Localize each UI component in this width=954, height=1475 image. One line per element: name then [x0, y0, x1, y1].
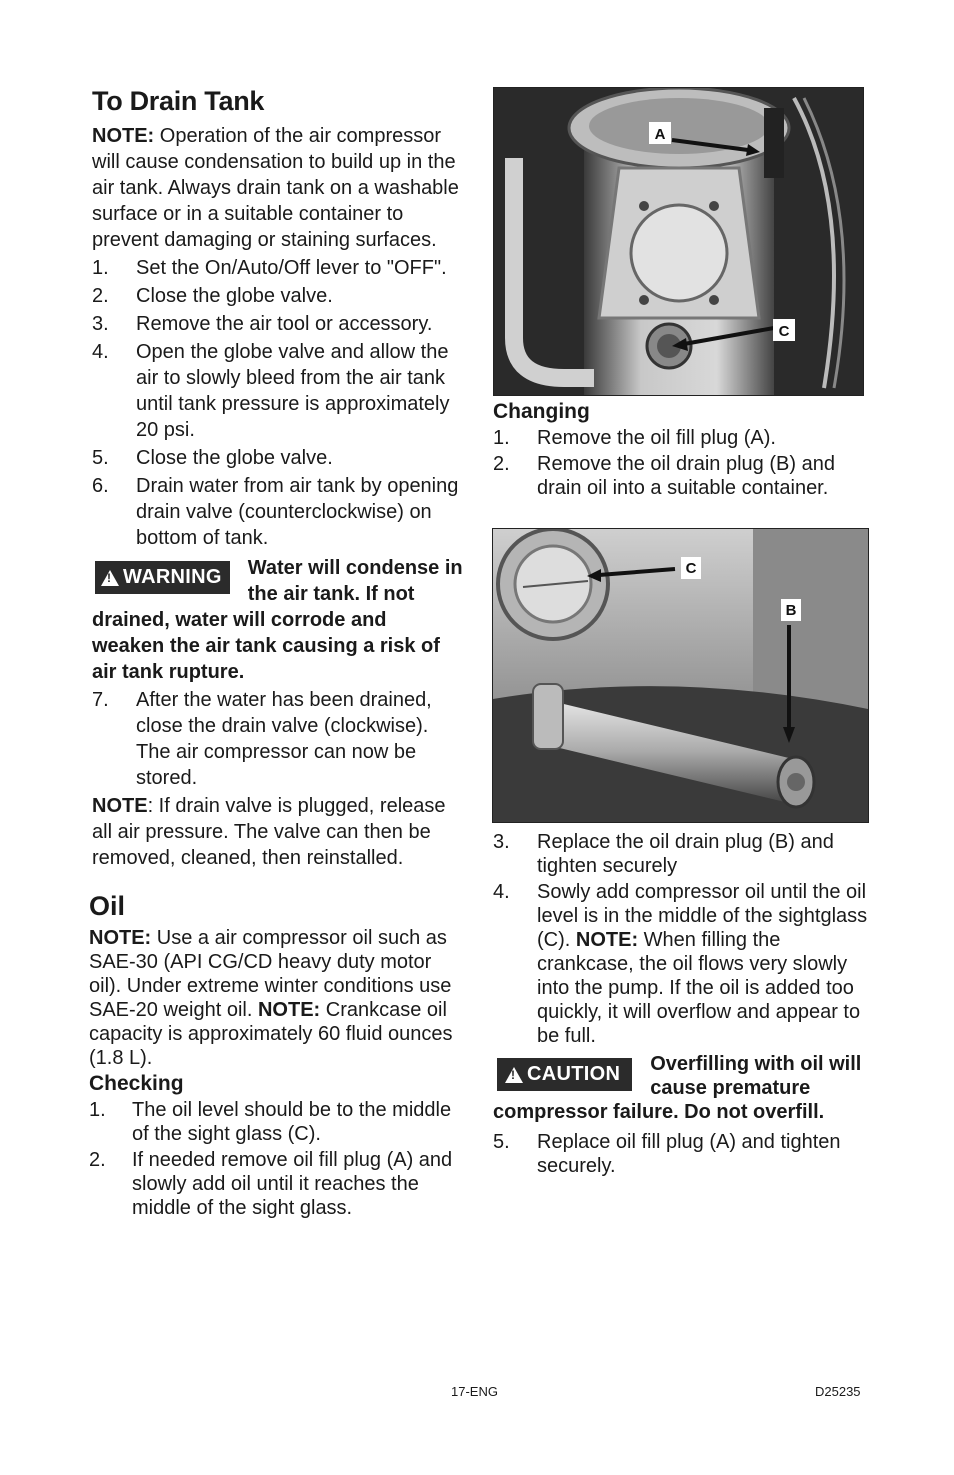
oil-heading: Oil: [89, 891, 126, 921]
label-c: C: [685, 560, 697, 577]
right-column: [493, 400, 873, 502]
changing-step5-list: [493, 1130, 873, 1178]
list-item: 2. Close the globe valve.: [92, 285, 333, 307]
drain-tank-heading: To Drain Tank: [92, 86, 265, 116]
checking-heading: Checking: [89, 1072, 184, 1095]
list-item: 7. After the water has been drained, close the drain valve (clockwise). The air compressor can now be stored.: [92, 689, 432, 789]
pump-photo-top: [493, 87, 864, 396]
list-item: 4. Open the globe valve and allow the air to slowly bleed from the air tank until tank pressure is approximately 20 psi.: [92, 341, 450, 441]
list-item: 1. Set the On/Auto/Off lever to "OFF".: [92, 257, 447, 279]
list-item: 5. Close the globe valve.: [92, 447, 333, 469]
right-column-lower: [493, 830, 873, 1180]
list-item: 4. Sowly add compressor oil until the oil level is in the middle of the sightglass (C). NOTE: When filling the crankcase, the oil flows very slowly into the pump. If the oil is added too quickly, it will overflow and appear to be full.: [493, 881, 868, 1047]
list-item: 3. Replace the oil drain plug (B) and tighten securely: [493, 831, 834, 877]
caution-badge: ! CAUTION: [497, 1058, 632, 1091]
warning-text: Water will condense in the air tank. If not drained, water will corrode and weaken the air tank causing a risk of air tank rupture.: [92, 557, 463, 683]
drain-note-2: NOTE: If drain valve is plugged, release all air pressure. The valve can then be removed, cleaned, then reinstalled.: [92, 795, 446, 869]
page-number: 17-ENG: [451, 1384, 498, 1399]
list-item: 5. Replace oil fill plug (A) and tighten securely.: [493, 1131, 841, 1177]
list-item: 1. The oil level should be to the middle of the sight glass (C).: [89, 1099, 452, 1145]
label-c: C: [778, 323, 790, 340]
changing-steps-list: [493, 426, 873, 500]
drain-note: [92, 123, 464, 253]
drain-steps-list: [92, 255, 464, 551]
caution-text: Overfilling with oil will cause premature compressor failure. Do not overfill.: [493, 1053, 862, 1123]
warning-triangle-icon: [101, 570, 119, 586]
oil-note: NOTE: Use a air compressor oil such as SAE-30 (API CG/CD heavy duty motor oil). Under extreme winter conditions use SAE-20 weight oil. NOTE: Crankcase oil capacity is approximately 60 fluid ounces (1.8 L).: [89, 927, 453, 1069]
warning-block: [92, 555, 464, 685]
caution-block: [493, 1052, 873, 1124]
warning-triangle-icon: [505, 1067, 523, 1083]
note-text: Operation of the air compressor will cause condensation to build up in the air tank. Always drain tank on a washable surface or in a suitable container to prevent damaging or staining surfaces.: [92, 125, 459, 251]
list-item: 1. Remove the oil fill plug (A).: [493, 427, 776, 449]
label-b: B: [785, 602, 797, 619]
warning-badge: ! WARNING: [95, 561, 230, 594]
list-item: 3. Remove the air tool or accessory.: [92, 313, 433, 335]
list-item: 2. Remove the oil drain plug (B) and drain oil into a suitable container.: [493, 453, 835, 499]
list-item: 6. Drain water from air tank by opening drain valve (counterclockwise) on bottom of tank.: [92, 475, 459, 549]
changing-heading: Changing: [493, 400, 590, 423]
checking-steps-list: [89, 1098, 464, 1220]
changing-steps-list-2: [493, 830, 873, 1048]
list-item: 2. If needed remove oil fill plug (A) and slowly add oil until it reaches the middle of the sight glass.: [89, 1149, 453, 1219]
note-label: NOTE:: [92, 125, 155, 147]
label-a: A: [654, 126, 666, 143]
left-column: [89, 86, 464, 1222]
pump-photo-bottom: [492, 528, 869, 823]
document-number: D25235: [815, 1384, 861, 1399]
drain-step7-list: [92, 687, 464, 791]
